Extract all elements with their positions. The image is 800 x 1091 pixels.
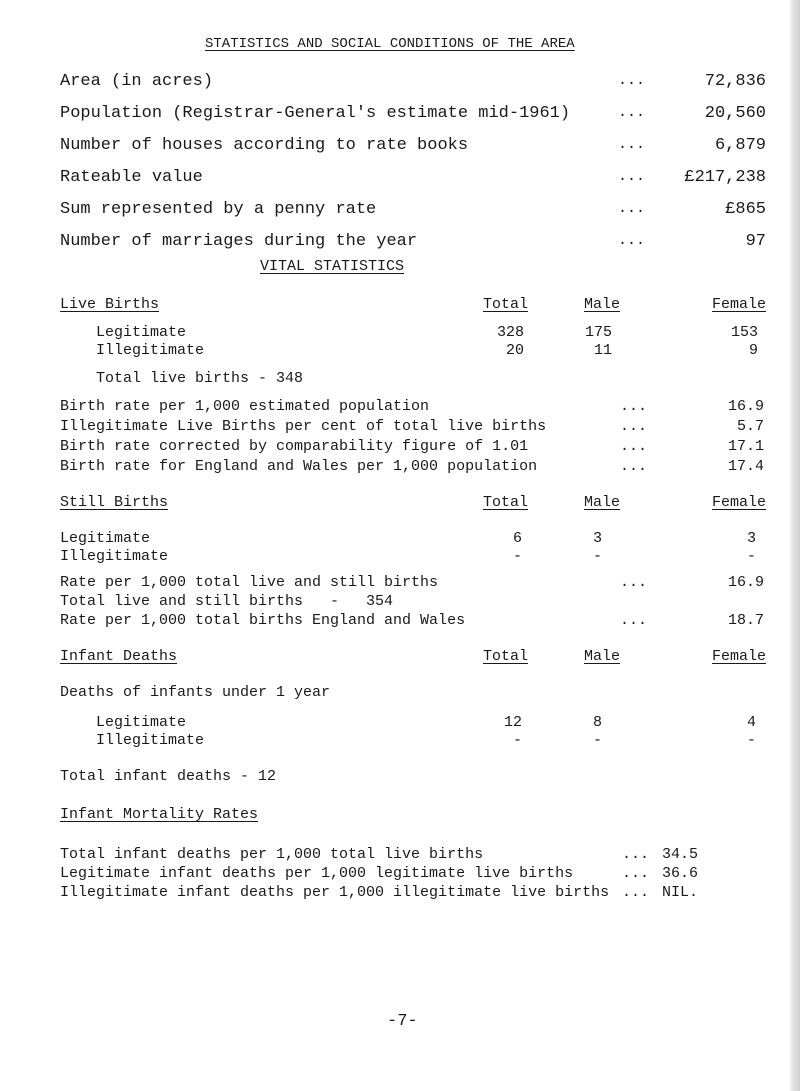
leader-dots: ...: [620, 398, 648, 415]
rate-label: Illegitimate Live Births per cent of total live births: [60, 418, 547, 435]
live-births-header: [0, 296, 800, 320]
section-heading: Live Births: [60, 296, 160, 313]
page-title: STATISTICS AND SOCIAL CONDITIONS OF THE AREA: [205, 36, 575, 52]
col-header-male: Male: [583, 494, 620, 511]
leader-dots: ...: [618, 200, 646, 217]
leader-dots: ...: [622, 846, 650, 863]
row-label: Legitimate: [96, 714, 187, 731]
list-item: [0, 200, 800, 224]
row-label: Illegitimate: [96, 732, 205, 749]
rate-value: 16.9: [727, 398, 764, 415]
leader-dots: ...: [618, 232, 646, 249]
infant-deaths-subheading: Deaths of infants under 1 year: [60, 684, 331, 701]
col-header-total: Total: [482, 296, 528, 313]
cell-female: 153: [730, 324, 758, 341]
leader-dots: ...: [620, 458, 648, 475]
rate-value: 36.6: [662, 865, 699, 882]
cell-male: -: [592, 732, 602, 749]
cell-female: -: [746, 548, 756, 565]
table-row: [0, 548, 800, 572]
leader-dots: ...: [622, 884, 650, 901]
table-row: [0, 342, 800, 366]
col-header-total: Total: [482, 494, 528, 511]
cell-male: 8: [592, 714, 602, 731]
cell-total: -: [512, 732, 522, 749]
col-header-female: Female: [711, 494, 766, 511]
col-header-female: Female: [711, 296, 766, 313]
leader-dots: ...: [622, 865, 650, 882]
stat-label: Number of marriages during the year: [60, 232, 418, 251]
rate-label: Rate per 1,000 total live and still births: [60, 574, 439, 591]
cell-female: 3: [746, 530, 756, 547]
cell-male: 175: [584, 324, 612, 341]
total-live-births: Total live births - 348: [96, 370, 304, 387]
list-item: [0, 104, 800, 128]
row-label: Legitimate: [60, 530, 151, 547]
rate-label: Birth rate per 1,000 estimated population: [60, 398, 430, 415]
cell-female: 9: [748, 342, 758, 359]
rate-label: Illegitimate infant deaths per 1,000 illegitimate live births: [60, 884, 610, 901]
stat-value: 20,560: [704, 104, 766, 123]
infant-deaths-header: [0, 648, 800, 672]
leader-dots: ...: [618, 136, 646, 153]
section-heading: Still Births: [60, 494, 169, 511]
row-label: Illegitimate: [96, 342, 205, 359]
stat-label: Number of houses according to rate books: [60, 136, 469, 155]
stat-value: 97: [745, 232, 766, 251]
leader-dots: ...: [620, 612, 648, 629]
rate-value: 5.7: [736, 418, 764, 435]
rate-label: Birth rate for England and Wales per 1,000 population: [60, 458, 538, 475]
rate-value: 16.9: [727, 574, 764, 591]
stat-label: Area (in acres): [60, 72, 214, 91]
rate-label: Birth rate corrected by comparability figure of 1.01: [60, 438, 529, 455]
rate-row: [0, 612, 800, 636]
leader-dots: ...: [618, 104, 646, 121]
leader-dots: ...: [620, 574, 648, 591]
stat-value: 6,879: [714, 136, 766, 155]
rate-value: 18.7: [727, 612, 764, 629]
row-label: Legitimate: [96, 324, 187, 341]
vital-statistics-title: VITAL STATISTICS: [260, 258, 405, 275]
scan-edge-shadow: [788, 0, 800, 1091]
section-heading: Infant Mortality Rates: [60, 806, 259, 823]
stat-value: £865: [725, 200, 766, 219]
table-row: [0, 732, 800, 756]
col-header-male: Male: [583, 648, 620, 665]
leader-dots: ...: [620, 438, 648, 455]
leader-dots: ...: [618, 168, 646, 185]
cell-total: 12: [503, 714, 522, 731]
total-live-and-still-births: Total live and still births - 354: [60, 593, 394, 610]
col-header-female: Female: [711, 648, 766, 665]
rate-value: NIL.: [662, 884, 699, 901]
stat-value: £217,238: [684, 168, 766, 187]
cell-male: -: [592, 548, 602, 565]
rate-value: 34.5: [662, 846, 699, 863]
cell-female: 4: [746, 714, 756, 731]
list-item: [0, 136, 800, 160]
rate-value: 17.4: [727, 458, 764, 475]
list-item: [0, 72, 800, 96]
list-item: [0, 232, 800, 256]
section-heading: Infant Deaths: [60, 648, 178, 665]
stat-label: Rateable value: [60, 168, 203, 187]
list-item: [0, 168, 800, 192]
cell-female: -: [746, 732, 756, 749]
stat-label: Sum represented by a penny rate: [60, 200, 377, 219]
rate-value: 17.1: [727, 438, 764, 455]
stat-label: Population (Registrar-General's estimate mid-1961): [60, 104, 571, 123]
leader-dots: ...: [618, 72, 646, 89]
cell-total: 6: [512, 530, 522, 547]
still-births-header: [0, 494, 800, 518]
row-label: Illegitimate: [60, 548, 169, 565]
cell-male: 3: [592, 530, 602, 547]
page-number: -7-: [387, 1012, 418, 1031]
rate-row: [0, 458, 800, 482]
leader-dots: ...: [620, 418, 648, 435]
cell-total: 20: [505, 342, 524, 359]
rate-label: Legitimate infant deaths per 1,000 legitimate live births: [60, 865, 574, 882]
rate-row: [0, 884, 800, 908]
rate-label: Total infant deaths per 1,000 total live births: [60, 846, 484, 863]
col-header-male: Male: [583, 296, 620, 313]
col-header-total: Total: [482, 648, 528, 665]
cell-male: 11: [593, 342, 612, 359]
stat-value: 72,836: [704, 72, 766, 91]
rate-label: Rate per 1,000 total births England and Wales: [60, 612, 466, 629]
cell-total: 328: [496, 324, 524, 341]
cell-total: -: [512, 548, 522, 565]
total-infant-deaths: Total infant deaths - 12: [60, 768, 277, 785]
